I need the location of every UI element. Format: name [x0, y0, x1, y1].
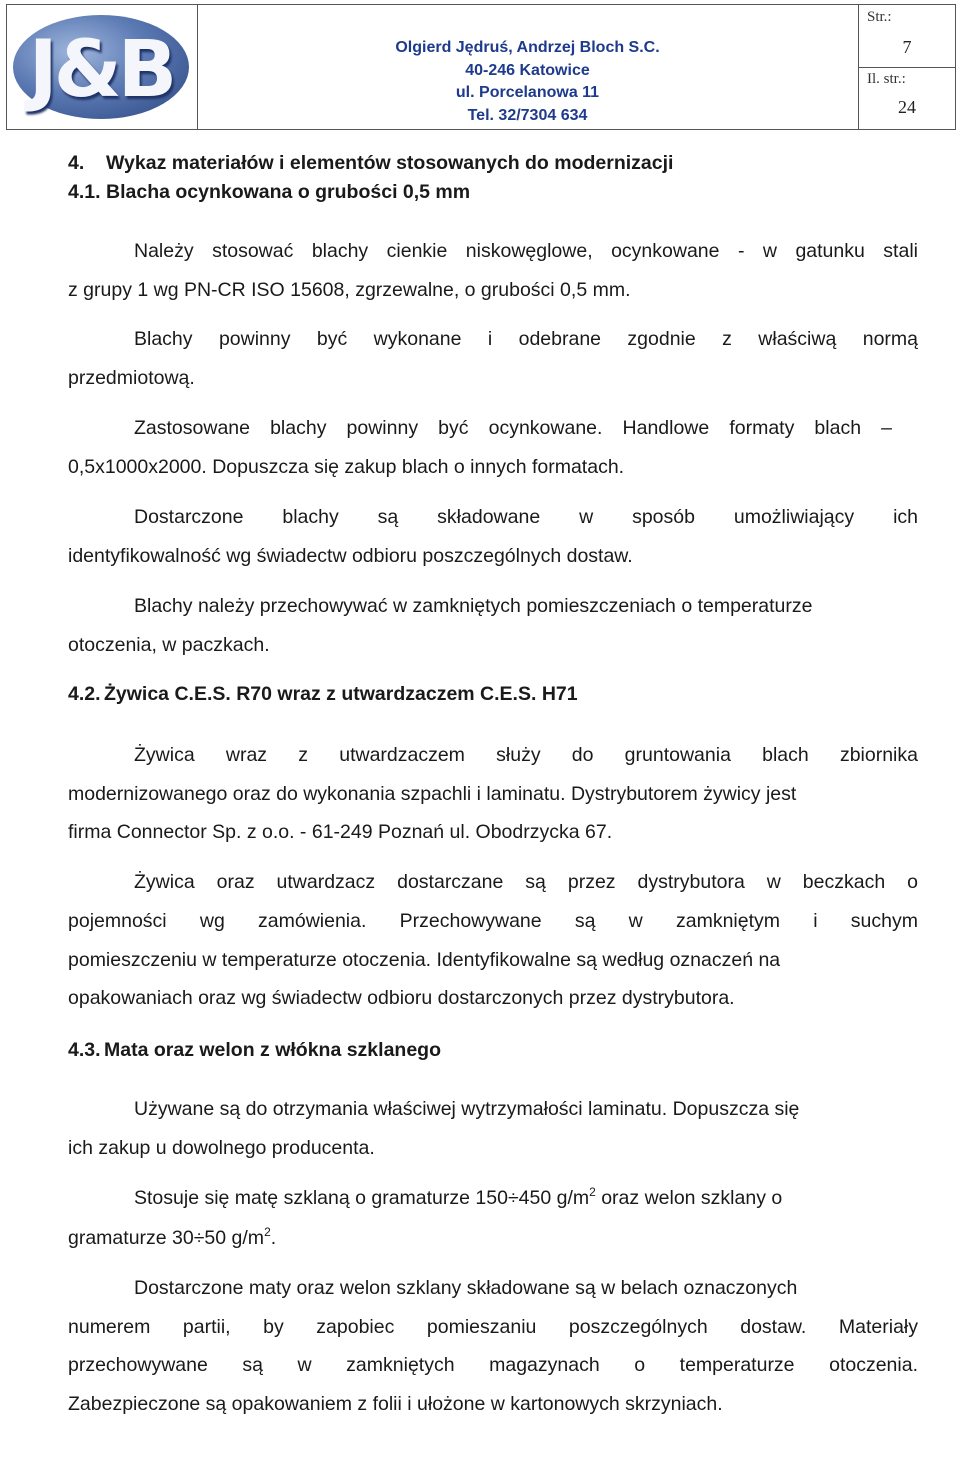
company-phone: Tel. 32/7304 634: [467, 106, 588, 124]
superscript: 2: [264, 1225, 271, 1239]
pages-value: 24: [898, 97, 916, 117]
company-logo: [13, 15, 189, 119]
paragraph-line: firma Connector Sp. z o.o. - 61-249 Poznań ul. Obodrzycka 67.: [68, 821, 613, 843]
page-number-cell: [859, 5, 955, 68]
page-number-box: [859, 5, 955, 129]
page-header: [6, 4, 956, 130]
company-info: [197, 5, 859, 129]
subsection-number: 4.2.: [68, 683, 101, 705]
subsection-title: Żywica C.E.S. R70 wraz z utwardzaczem C.E.S. H71: [104, 683, 578, 705]
superscript: 2: [589, 1185, 596, 1199]
paragraph-line: modernizowanego oraz do wykonania szpachli i laminatu. Dystrybutorem żywicy jest: [68, 783, 797, 805]
text-run: Stosuje się matę szklaną o gramaturze 150÷450 g/m: [134, 1187, 590, 1209]
paragraph-line: numerem partii, by zapobiec pomieszaniu poszczególnych dostaw. Materiały: [68, 1316, 918, 1338]
logo-cell: [7, 5, 198, 129]
subsection-title: Mata oraz welon z włókna szklanego: [104, 1039, 441, 1061]
paragraph-line: Używane są do otrzymania właściwej wytrzymałości laminatu. Dopuszcza się: [134, 1098, 800, 1120]
paragraph-line: z grupy 1 wg PN-CR ISO 15608, zgrzewalne, o grubości 0,5 mm.: [68, 279, 631, 301]
subsection-number: 4.1.: [68, 181, 101, 203]
paragraph-line: Blachy powinny być wykonane i odebrane zgodnie z właściwą normą: [134, 328, 918, 350]
paragraph-line: Żywica oraz utwardzacz dostarczane są przez dystrybutora w beczkach o: [134, 871, 918, 893]
company-name: Olgierd Jędruś, Andrzej Bloch S.C.: [395, 39, 660, 56]
section-title: Wykaz materiałów i elementów stosowanych do modernizacji: [106, 152, 674, 174]
text-run: gramaturze 30÷50 g/m: [68, 1227, 265, 1249]
paragraph-line: Blachy należy przechowywać w zamkniętych pomieszczeniach o temperaturze: [134, 595, 813, 617]
paragraph-line: 0,5x1000x2000. Dopuszcza się zakup blach o innych formatach.: [68, 456, 625, 478]
page-label: Str.:: [867, 9, 892, 25]
paragraph-line: Zastosowane blachy powinny być ocynkowane. Handlowe formaty blach –: [134, 417, 892, 439]
paragraph-line: ich zakup u dowolnego producenta.: [68, 1137, 375, 1159]
logo-text: J&B: [28, 25, 174, 115]
paragraph-line: Zabezpieczone są opakowaniem z folii i ułożone w kartonowych skrzyniach.: [68, 1393, 723, 1415]
paragraph-line: Dostarczone blachy są składowane w sposób umożliwiający ich: [134, 506, 918, 528]
subsection-title: Blacha ocynkowana o grubości 0,5 mm: [106, 181, 471, 203]
company-street: ul. Porcelanowa 11: [455, 84, 600, 101]
page-value: 7: [902, 37, 912, 57]
pages-label: Il. str.:: [867, 71, 906, 87]
paragraph-line: pojemności wg zamówienia. Przechowywane są w zamkniętym i suchym: [68, 910, 918, 932]
paragraph-line: identyfikowalność wg świadectw odbioru poszczególnych dostaw.: [68, 545, 633, 567]
paragraph-line: Dostarczone maty oraz welon szklany składowane są w belach oznaczonych: [134, 1277, 798, 1299]
subsection-number: 4.3.: [68, 1039, 101, 1061]
paragraph-line: Należy stosować blachy cienkie niskowęglowe, ocynkowane - w gatunku stali: [134, 240, 918, 262]
company-postcode: 40-246 Katowice: [465, 61, 590, 79]
paragraph-line: przechowywane są w zamkniętych magazynach o temperaturze otoczenia.: [68, 1354, 918, 1376]
section-number: 4.: [68, 152, 85, 174]
paragraph-line: pomieszczeniu w temperaturze otoczenia. Identyfikowalne są według oznaczeń na: [68, 949, 781, 971]
text-run: .: [270, 1227, 277, 1249]
paragraph-line: otoczenia, w paczkach.: [68, 634, 270, 656]
text-run: oraz welon szklany o: [595, 1187, 783, 1209]
paragraph-line: Żywica wraz z utwardzaczem służy do gruntowania blach zbiornika: [134, 744, 918, 766]
paragraph-line: przedmiotową.: [68, 367, 195, 389]
paragraph-line: [68, 1226, 276, 1250]
paragraph-line: [134, 1186, 782, 1210]
paragraph-line: opakowaniach oraz wg świadectw odbioru dostarczonych przez dystrybutora.: [68, 987, 735, 1009]
